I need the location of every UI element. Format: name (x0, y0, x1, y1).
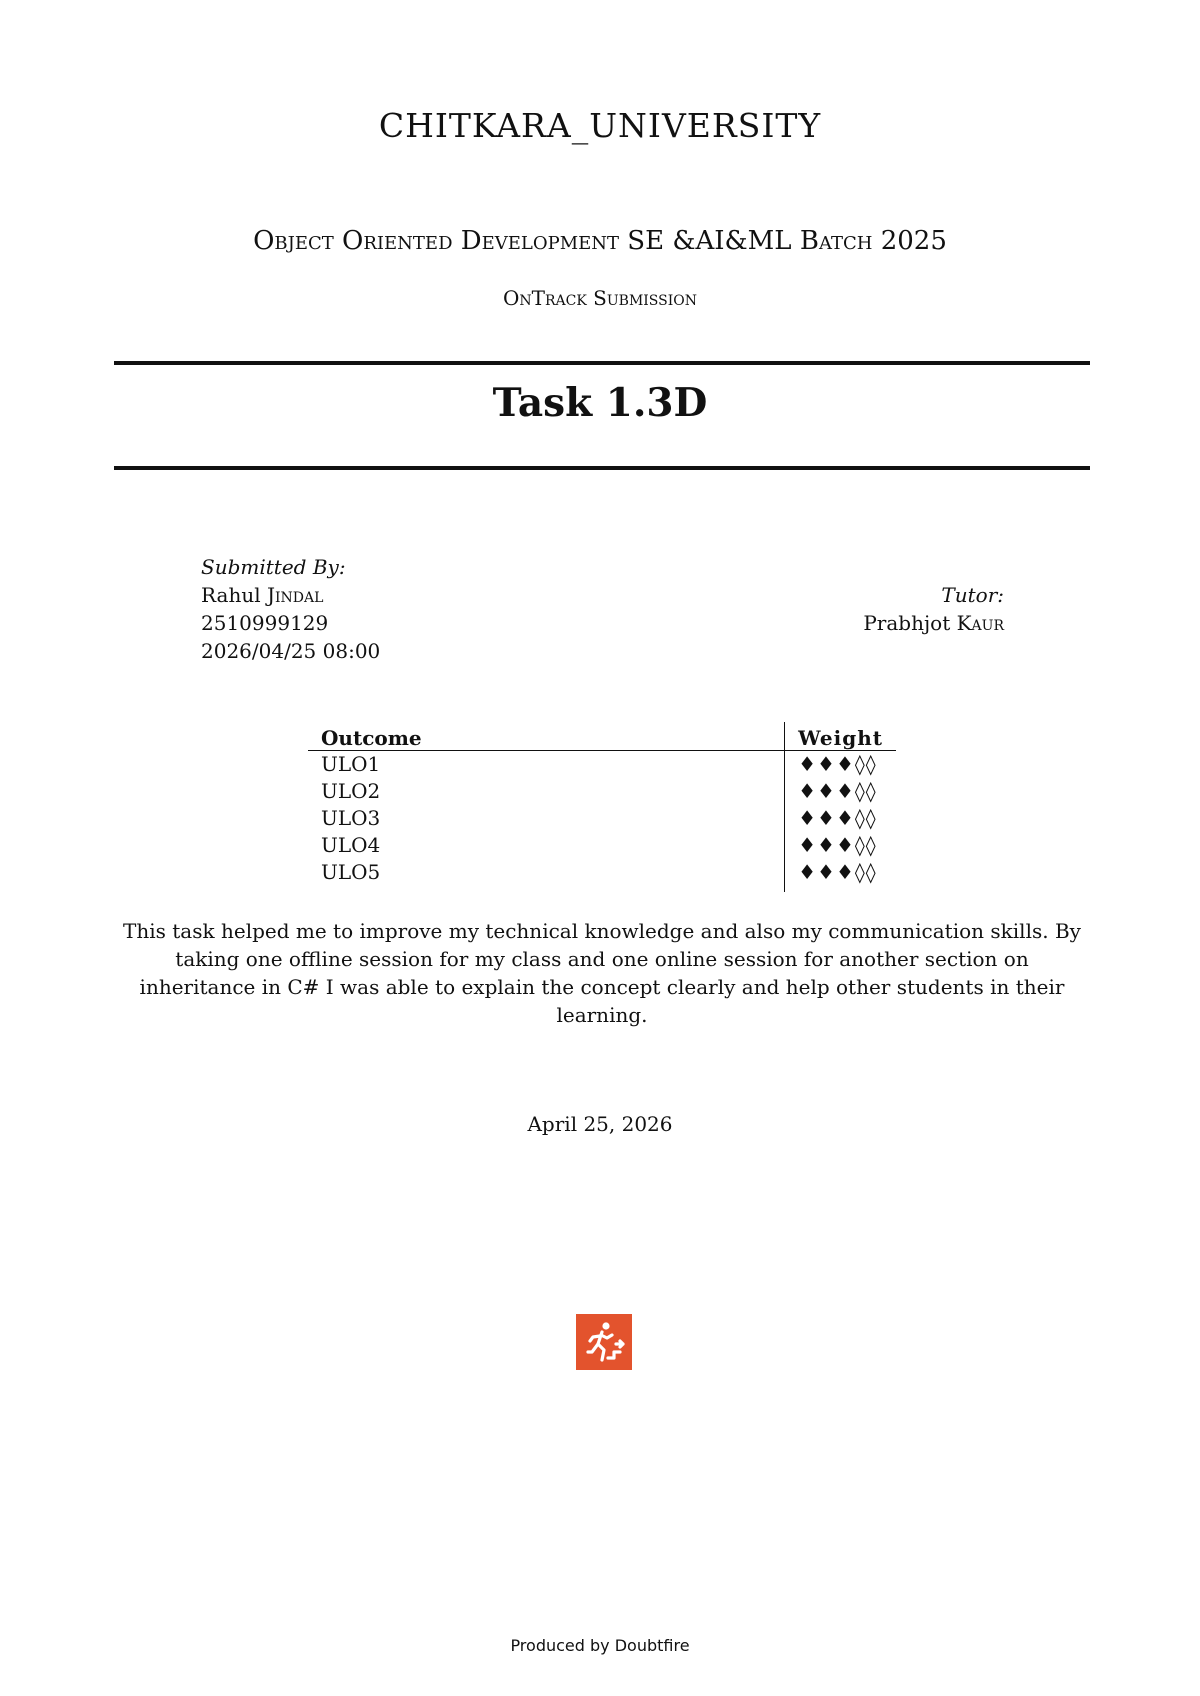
course-title: Object Oriented Development SE &AI&ML Batch 2025 (253, 226, 947, 256)
table-row (308, 832, 896, 859)
weight-column-header: Weight (785, 722, 896, 751)
submitted-by-label: Submitted By: (201, 555, 346, 579)
submission-subtitle: OnTrack Submission (502, 286, 697, 310)
submitted-by-block (201, 553, 380, 665)
student-id: 2510999129 (201, 611, 329, 635)
weight-cell: ♦♦♦◊◊ (785, 832, 896, 859)
student-first-name: Rahul (201, 583, 261, 607)
outcomes-table (308, 722, 896, 892)
tutor-last-name: Kaur (956, 611, 1004, 635)
running-figure-stairs-icon (576, 1314, 632, 1370)
student-name (201, 581, 380, 609)
table-row (308, 751, 896, 779)
outcome-cell: ULO4 (321, 833, 381, 857)
reflection-paragraph: This task helped me to improve my technical knowledge and also my communication skills. By taking one offline session for my class and one online session for another section on inheritance in C# I was able to explain the concept clearly and help other students in their learning. (123, 919, 1081, 1027)
outcome-column-header: Outcome (321, 726, 422, 750)
university-name: CHITKARA_UNIVERSITY (378, 106, 822, 145)
weight-cell: ♦♦♦◊◊ (785, 805, 896, 832)
outcome-cell: ULO3 (321, 806, 381, 830)
title-rule-bottom (114, 466, 1090, 470)
tutor-first-name: Prabhjot (863, 611, 951, 635)
tutor-label: Tutor: (941, 583, 1004, 607)
table-row (308, 805, 896, 832)
outcome-cell: ULO5 (321, 860, 381, 884)
weight-cell: ♦♦♦◊◊ (785, 859, 896, 892)
weight-cell: ♦♦♦◊◊ (785, 751, 896, 779)
weight-cell: ♦♦♦◊◊ (785, 778, 896, 805)
submission-datetime: 2026/04/25 08:00 (201, 639, 381, 663)
task-title: Task 1.3D (492, 380, 708, 426)
outcome-cell: ULO2 (321, 779, 381, 803)
footer-credit: Produced by Doubtfire (510, 1636, 690, 1655)
title-rule-top (114, 361, 1090, 365)
outcome-cell: ULO1 (321, 752, 381, 776)
tutor-name (700, 609, 1004, 637)
table-row (308, 778, 896, 805)
student-last-name: Jindal (266, 583, 324, 607)
table-row (308, 859, 896, 892)
document-date: April 25, 2026 (527, 1112, 673, 1136)
tutor-block (700, 581, 1004, 637)
doubtfire-logo (576, 1314, 632, 1370)
table-header-row (308, 722, 896, 751)
